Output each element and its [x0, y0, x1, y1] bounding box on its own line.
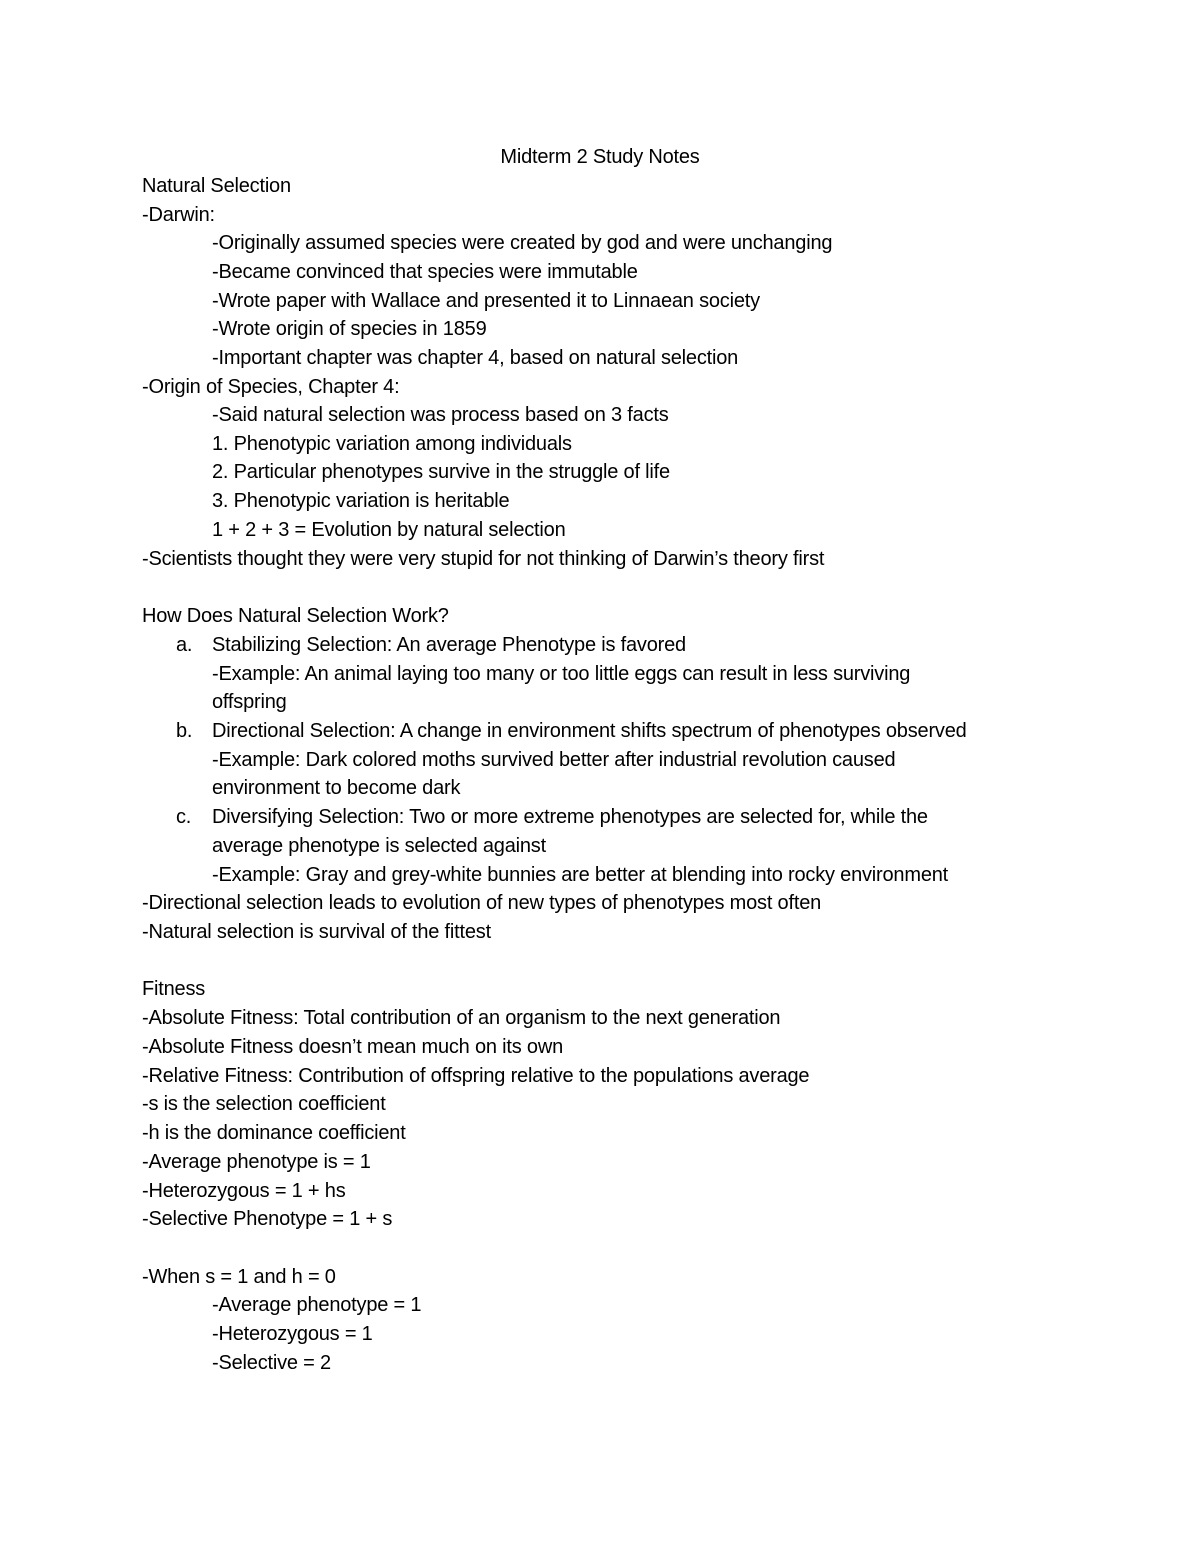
- fitness-line: -Heterozygous = 1 + hs: [142, 1180, 346, 1202]
- list-marker-c: c.: [176, 806, 192, 828]
- stabilizing-selection-example: -Example: An animal laying too many or too little eggs can result in less surviving: [212, 663, 911, 685]
- darwin-point: -Wrote origin of species in 1859: [212, 318, 487, 340]
- fitness-example-point: -Heterozygous = 1: [212, 1323, 373, 1345]
- fitness-example-point: -Selective = 2: [212, 1352, 331, 1374]
- origin-point: 2. Particular phenotypes survive in the struggle of life: [212, 461, 670, 483]
- stabilizing-selection-definition: Stabilizing Selection: An average Phenotype is favored: [212, 634, 686, 656]
- directional-selection-definition: Directional Selection: A change in environment shifts spectrum of phenotypes observed: [212, 720, 967, 742]
- page-title: Midterm 2 Study Notes: [500, 146, 700, 168]
- directional-selection-example-cont: environment to become dark: [212, 777, 461, 799]
- origin-label: -Origin of Species, Chapter 4:: [142, 376, 400, 398]
- origin-point: 3. Phenotypic variation is heritable: [212, 490, 510, 512]
- darwin-point: -Wrote paper with Wallace and presented it to Linnaean society: [212, 290, 760, 312]
- origin-point: 1 + 2 + 3 = Evolution by natural selection: [212, 519, 566, 541]
- diversifying-selection-example: -Example: Gray and grey-white bunnies are better at blending into rocky environment: [212, 864, 949, 886]
- fitness-line: -Absolute Fitness: Total contribution of an organism to the next generation: [142, 1007, 781, 1029]
- fitness-line: -Absolute Fitness doesn’t mean much on its own: [142, 1036, 564, 1058]
- section-heading-how-works: How Does Natural Selection Work?: [142, 605, 449, 627]
- diversifying-selection-definition-cont: average phenotype is selected against: [212, 835, 546, 857]
- selection-note: -Natural selection is survival of the fittest: [142, 921, 491, 943]
- origin-point: 1. Phenotypic variation among individuals: [212, 433, 572, 455]
- selection-note: -Directional selection leads to evolution of new types of phenotypes most often: [142, 892, 822, 914]
- section-heading-natural-selection: Natural Selection: [142, 175, 291, 197]
- fitness-line: -h is the dominance coefficient: [142, 1122, 406, 1144]
- diversifying-selection-definition: Diversifying Selection: Two or more extreme phenotypes are selected for, while the: [212, 806, 928, 828]
- darwin-point: -Important chapter was chapter 4, based on natural selection: [212, 347, 739, 369]
- darwin-point: -Became convinced that species were immutable: [212, 261, 638, 283]
- darwin-point: -Originally assumed species were created by god and were unchanging: [212, 232, 833, 254]
- darwin-label: -Darwin:: [142, 204, 215, 226]
- stabilizing-selection-example-cont: offspring: [212, 691, 287, 713]
- fitness-example-point: -Average phenotype = 1: [212, 1294, 422, 1316]
- section-heading-fitness: Fitness: [142, 978, 206, 1000]
- fitness-line: -Relative Fitness: Contribution of offspring relative to the populations average: [142, 1065, 810, 1087]
- list-marker-a: a.: [176, 634, 193, 656]
- fitness-line: -s is the selection coefficient: [142, 1093, 386, 1115]
- directional-selection-example: -Example: Dark colored moths survived better after industrial revolution caused: [212, 749, 896, 771]
- fitness-line: -Selective Phenotype = 1 + s: [142, 1208, 393, 1230]
- fitness-line: -Average phenotype is = 1: [142, 1151, 371, 1173]
- list-marker-b: b.: [176, 720, 193, 742]
- scientists-note: -Scientists thought they were very stupid for not thinking of Darwin’s theory first: [142, 548, 825, 570]
- origin-point: -Said natural selection was process based on 3 facts: [212, 404, 669, 426]
- fitness-example-label: -When s = 1 and h = 0: [142, 1266, 336, 1288]
